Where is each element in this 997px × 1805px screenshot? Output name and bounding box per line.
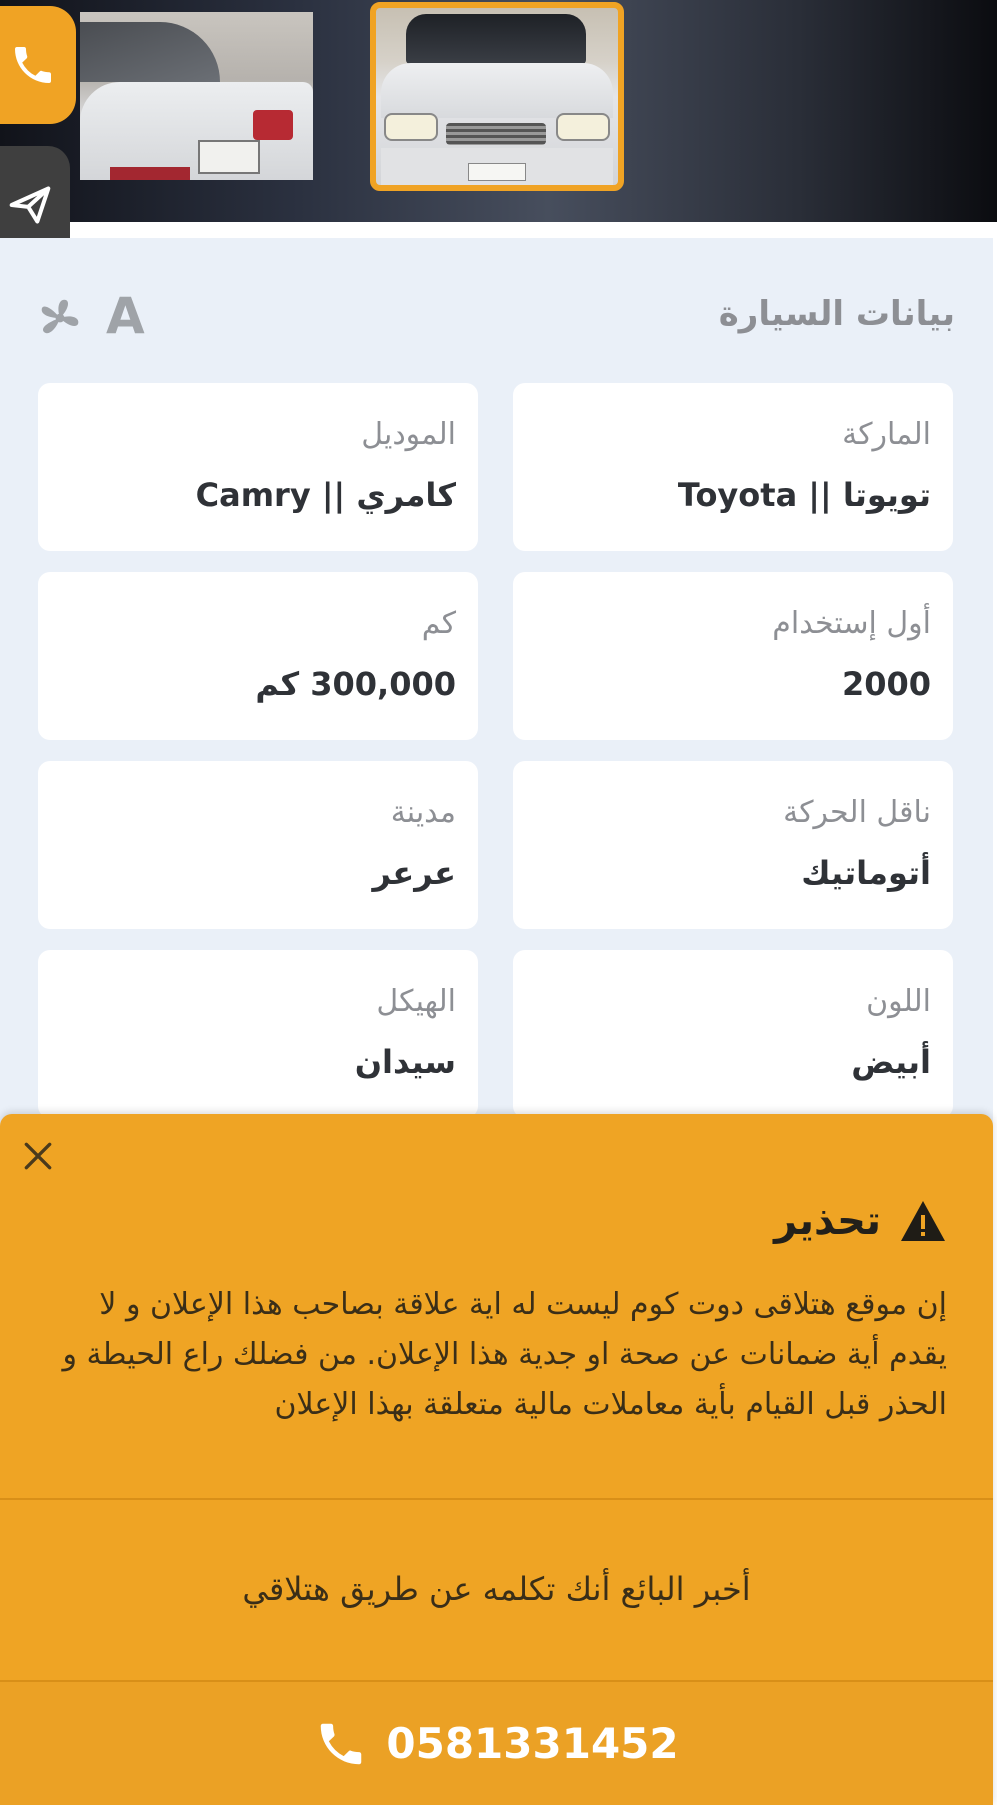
call-seller-button[interactable] (0, 1682, 993, 1805)
font-size-button[interactable]: A (106, 287, 145, 345)
section-header (0, 238, 993, 358)
field-label: اللون (866, 984, 931, 1019)
divider (0, 1498, 993, 1500)
warning-text: إن موقع هتلاقى دوت كوم ليست له اية علاقة بصاحب هذا الإعلان و لا يقدم أية ضمانات عن صحة او جدية هذا الإعلان. من فضلك راع الحيطة و الحذر قبل القيام بأية معاملات مالية متعلقة بهذا الإعلان (62, 1287, 947, 1422)
phone-number: 0581331452 (386, 1719, 679, 1768)
field-value: سيدان (354, 1043, 456, 1081)
field-label: الماركة (842, 417, 931, 452)
warning-triangle-icon (899, 1199, 947, 1243)
gallery-thumbnail-1[interactable] (80, 12, 313, 180)
fan-icon[interactable] (36, 294, 84, 342)
field-value: كامري || Camry (195, 476, 456, 514)
image-gallery (0, 0, 997, 222)
gallery-thumbnail-2-selected[interactable] (370, 2, 624, 191)
field-card-first-use (513, 572, 953, 740)
field-label: الموديل (361, 417, 456, 452)
close-icon[interactable] (18, 1136, 58, 1176)
section-title: بيانات السيارة (718, 294, 955, 334)
field-card-transmission (513, 761, 953, 929)
field-card-city (38, 761, 478, 929)
field-card-body (38, 950, 478, 1118)
field-label: مدينة (390, 795, 456, 830)
field-card-model (38, 383, 478, 551)
field-card-brand (513, 383, 953, 551)
field-value: أتوماتيك (801, 854, 931, 892)
phone-icon (314, 1717, 368, 1771)
field-card-color (513, 950, 953, 1118)
tell-seller-text: أخبر البائع أنك تكلمه عن طريق هتلاقي (242, 1570, 751, 1608)
warning-title: تحذير (774, 1198, 881, 1244)
field-card-mileage (38, 572, 478, 740)
side-call-button[interactable] (0, 6, 76, 124)
field-label: الهيكل (376, 984, 456, 1019)
field-value: عرعر (372, 854, 456, 892)
field-label: أول إستخدام (772, 606, 931, 641)
field-label: ناقل الحركة (783, 795, 931, 830)
field-value: 2000 (841, 665, 931, 703)
share-icon (8, 183, 52, 227)
field-value: أبيض (851, 1043, 931, 1081)
warning-title-row (774, 1198, 947, 1244)
phone-icon (9, 41, 57, 89)
field-value: 300,000 كم (255, 665, 456, 703)
field-value: تويوتا || Toyota (677, 476, 931, 514)
field-label: كم (421, 606, 456, 641)
